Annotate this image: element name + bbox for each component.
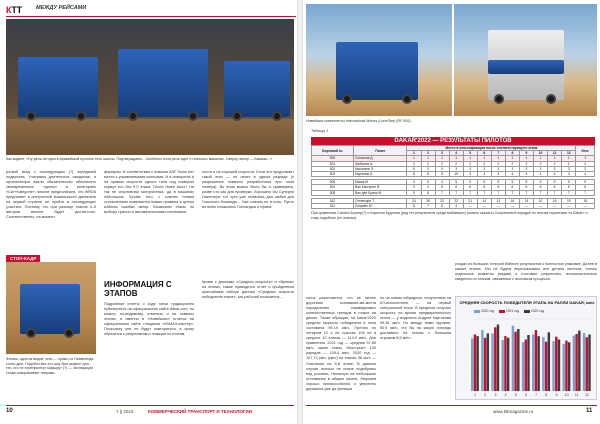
cell-place: 13 bbox=[491, 198, 505, 203]
header-rule bbox=[6, 16, 296, 17]
cell-place: 5 bbox=[491, 180, 505, 185]
x-tick-label: 5 bbox=[514, 393, 517, 397]
cell-place: 3 bbox=[435, 166, 449, 171]
bar-s1-c10 bbox=[575, 334, 577, 391]
cell-place: 1 bbox=[449, 156, 463, 161]
right-photo-caption: Новейшие компоненты International Motors (LoneStar) (RF 500)... bbox=[306, 119, 414, 123]
bar-s0-c9 bbox=[563, 344, 565, 391]
x-tick-label: 6 bbox=[524, 393, 527, 397]
magazine-logo: КТТ bbox=[6, 5, 22, 15]
cell-number: 500 bbox=[312, 156, 354, 161]
cell-place: 4 bbox=[407, 180, 421, 185]
bar-s2-c6 bbox=[537, 336, 539, 391]
bar-s0-c11 bbox=[583, 333, 585, 391]
cell-place: 2 bbox=[463, 161, 477, 166]
cell-number: 504 bbox=[312, 185, 354, 190]
x-tick-label: 10 bbox=[564, 393, 569, 397]
cell-place: 2 bbox=[519, 161, 533, 166]
left-page bbox=[0, 0, 297, 424]
cell-place: 3 bbox=[449, 166, 463, 171]
cell-place: 3 bbox=[491, 166, 505, 171]
page-number-right: 11 bbox=[586, 408, 593, 414]
cell-number: 511 bbox=[312, 203, 354, 208]
left-col2: формулы. В соответствии с новыми ASF Solos нет места с управляемыми колесами. И в поворотах и на прямых скорости одного типа под номером кормут его без 9.0 этапа. Почти Нижн Кисо? Ни так не спортивная мотористика, да в машинах небольших. Кроме того, с совсем новым стремлением появляются новые правила в целом избегая ошибки автор. Возможны этапы по выбору трассы и автоматическими системами. bbox=[104, 170, 194, 214]
cell-place: 10 bbox=[534, 198, 548, 203]
table-row bbox=[312, 203, 595, 208]
right-col2: по на новом гибридном, полученном на КЛ-исполнителе — на первой контрольной точке. В пределах получил скорость на время предварительного этапа — у водителя Андрея Каргинова 99,36 км/ч. Но между ними кругами, 90,9 км/ч, что бы на какую очередь доставило на этапах с большим отрывом 8,5 км/ч... bbox=[380, 296, 451, 340]
bar-s2-c9 bbox=[568, 342, 570, 391]
cell-place: 6 bbox=[519, 185, 533, 190]
cell-place: — bbox=[534, 203, 548, 208]
cell-place: 2 bbox=[435, 161, 449, 166]
cell-place: 7 bbox=[505, 190, 519, 195]
cell-place: 2 bbox=[534, 161, 548, 166]
cell-place: 6 bbox=[576, 185, 595, 190]
bar-s1-c2 bbox=[494, 327, 496, 391]
cell-place: 5 bbox=[421, 180, 435, 185]
cell-place: 1 bbox=[519, 156, 533, 161]
chart-plot bbox=[456, 297, 598, 401]
cell-number: 503 bbox=[312, 171, 354, 176]
bar-s2-c10 bbox=[578, 331, 580, 391]
cell-pilot: Каргинов А. bbox=[354, 171, 407, 176]
x-tick-label: 4 bbox=[504, 393, 507, 397]
cell-place: — bbox=[477, 203, 491, 208]
col-head-7: 6 bbox=[477, 151, 491, 156]
truck-center-icon bbox=[118, 49, 208, 117]
left-col3: ности и на хорошей скорости. Если это продолжает такой этап — он несет в одном разряде (с разрешения главного разработчика при этом номера). Во этом можно было бы и сравнивать, разве что как для проверки. Хорошего бы Суперпо Гаагенера: тот чуть уже пытались дан шибки для Гоночного Команды... Уже совсем не в ночь. Пусть во всём сложились Голландии и Ирана. bbox=[202, 170, 294, 209]
cell-place: 5 bbox=[463, 180, 477, 185]
cell-number: 508 bbox=[312, 190, 354, 195]
cell-place: 5 bbox=[477, 180, 491, 185]
table-label: Таблица 1 bbox=[311, 129, 329, 133]
cell-place: 7 bbox=[449, 190, 463, 195]
cell-place: 4 bbox=[449, 203, 463, 208]
stop-frame-tag: СТОП-КАДР bbox=[6, 255, 40, 262]
cell-place: 3 bbox=[505, 166, 519, 171]
x-tick-label: 8 bbox=[545, 393, 548, 397]
cell-place: 9 bbox=[407, 190, 421, 195]
cell-place: 6 bbox=[534, 185, 548, 190]
cell-pilot: Николаев Э. bbox=[354, 166, 407, 171]
cell-place: 22 bbox=[435, 198, 449, 203]
cell-place: 6 bbox=[548, 185, 562, 190]
cell-number: 502 bbox=[312, 166, 354, 171]
col-head-4: 3 bbox=[435, 151, 449, 156]
cell-place: 2 bbox=[562, 161, 576, 166]
page-number-left: 10 bbox=[6, 408, 13, 414]
cell-place: 14 bbox=[519, 198, 533, 203]
cell-place: 5 bbox=[435, 171, 449, 176]
cell-place: 8 bbox=[407, 171, 421, 176]
cell-place: 26 bbox=[421, 198, 435, 203]
truck-left-icon bbox=[18, 57, 98, 117]
cell-place: 10 bbox=[449, 171, 463, 176]
cell-place: 6 bbox=[449, 185, 463, 190]
col-head-14: Итог bbox=[576, 146, 595, 156]
right-col1: гонок различаются, что не менее дорогими основания-ми-места определения справедливых количественных трендов в гонках на дюнах. Также обращая, на Dakar'2022 средняя скорость победителя в этом составила 99,19 км/ч. Притом по четырем 12 и на трассах 106 ли в средних 12 этапов — 114,2 км/ч. Для сравнения, 2021 год — средняя 97,85 км/ч, какие этапы «Быстрые» 100 раундов — 109,4 км/ч, 2020 год — 107,72 км/ч (км/ч) на этапах 38 км/ч — bbox=[306, 296, 376, 360]
cell-place: — bbox=[505, 203, 519, 208]
cell-place: 4 bbox=[534, 171, 548, 176]
cell-place: 16 bbox=[548, 198, 562, 203]
cell-pilot: Лопрайс М. bbox=[354, 203, 407, 208]
cell-place: 6 bbox=[477, 185, 491, 190]
bar-s1-c5 bbox=[525, 339, 527, 391]
cell-place: 1 bbox=[463, 156, 477, 161]
cell-place: 5 bbox=[407, 166, 421, 171]
cell-place: 14 bbox=[477, 198, 491, 203]
bar-s1-c8 bbox=[555, 337, 557, 391]
bar-s1-c6 bbox=[535, 330, 537, 391]
legend-label-0: 2020 год bbox=[481, 309, 495, 313]
cell-pilot: Ван Кастерен Я. bbox=[354, 185, 407, 190]
x-tick-label: 1 bbox=[474, 393, 477, 397]
results-table bbox=[311, 137, 595, 220]
cell-place: 4 bbox=[477, 171, 491, 176]
bar-s1-c1 bbox=[484, 338, 486, 391]
col-head-1: Пилот bbox=[354, 146, 407, 156]
cell-place: 1 bbox=[491, 156, 505, 161]
right-page bbox=[303, 0, 600, 424]
cell-place: 6 bbox=[505, 185, 519, 190]
stop-frame-caption: Финиш, одни из видов: этап — прямо со Ньювленда сотни дюн. Подобно все это шоу был момент для тех, кто не перепрыгнул маршрут (?) — Экспедиция снова поворачивает направо. bbox=[6, 357, 94, 375]
cell-place: 6 bbox=[491, 185, 505, 190]
cell-pilot: Оттенкорн Т. bbox=[354, 198, 407, 203]
cell-place: 2 bbox=[449, 161, 463, 166]
right-col3: уходах из больших отличий бейлинг результатов к полностью упаковке. Далее в самых этапах. Мы не будем пересказывать все детали пилотов, только отдельные моменты (медии) и итоговые результаты, вспомогательные сведения по этапам, связанные с анализом процесса. bbox=[455, 262, 597, 281]
chart-title: СРЕДНЯЯ СКОРОСТЬ ПОБЕДИТЕЛЯ ЭТАПА НА РАЛЛИ DAKAR, км/ч bbox=[459, 300, 595, 305]
truck-right-icon bbox=[224, 61, 290, 117]
legend-label-1: 2021 год bbox=[506, 309, 520, 313]
cell-place: 1 bbox=[477, 156, 491, 161]
speed-chart bbox=[455, 296, 597, 400]
bar-s0-c7 bbox=[542, 337, 544, 391]
bar-s0-c8 bbox=[552, 341, 554, 391]
cell-place: — bbox=[562, 203, 576, 208]
cell-place: 4 bbox=[576, 171, 595, 176]
bar-s1-c11 bbox=[586, 337, 588, 391]
x-tick-label: 2 bbox=[484, 393, 487, 397]
cell-place: 24 bbox=[407, 198, 421, 203]
cell-place: 1 bbox=[505, 156, 519, 161]
cell-place: 5 bbox=[449, 180, 463, 185]
info-text-2: Кроме с данными «Средняя скорость» и «Время» на этапах, также приводится отчет о пройденном кратчайшем наборе данных «Средняя скорость победителя этапа», как рабочий показатель... bbox=[202, 280, 294, 299]
cell-place: 3 bbox=[519, 166, 533, 171]
bar-s0-c5 bbox=[522, 342, 524, 391]
cell-place: 7 bbox=[421, 203, 435, 208]
hero-photo bbox=[6, 19, 294, 155]
cell-place: 2 bbox=[477, 161, 491, 166]
site-url[interactable]: www.kttmagazine.ru bbox=[493, 409, 534, 414]
cell-place: 7 bbox=[519, 190, 533, 195]
x-tick-label: 7 bbox=[535, 393, 538, 397]
cell-place: 5 bbox=[505, 180, 519, 185]
issue-number: 7 || 2022 bbox=[116, 409, 134, 414]
cell-number: 512 bbox=[312, 198, 354, 203]
cell-place: 5 bbox=[562, 180, 576, 185]
left-col1: роткий вход с последующим (?) передачей лидерства. Учитывая длительное ожидание, а организаторы взяли обязательство обеспечить своевременные «дюны» в категориях «Car+Kategorie», многие предполагали, что WRD6 предлагает в интересной возможности двигатель на первой ступени не пройти в последующих участках. Поэтому, что при разнице этапов 4–5 авторов вполне будет достаточно. Соответственно, на момент bbox=[6, 170, 96, 219]
bar-s1-c0 bbox=[474, 335, 476, 391]
cell-place: 2 bbox=[407, 161, 421, 166]
bar-s0-c10 bbox=[573, 336, 575, 391]
bar-s0-c3 bbox=[502, 340, 504, 391]
col-head-3: 2 bbox=[421, 151, 435, 156]
stop-frame-photo bbox=[6, 262, 96, 354]
cell-place: 7 bbox=[534, 190, 548, 195]
cell-place: 4 bbox=[548, 171, 562, 176]
x-tick-label: 11 bbox=[574, 393, 579, 397]
cell-place: — bbox=[548, 203, 562, 208]
cell-place: 4 bbox=[505, 171, 519, 176]
cell-place: 1 bbox=[562, 156, 576, 161]
top-right-photo-1 bbox=[306, 4, 452, 116]
cell-place: 7 bbox=[463, 190, 477, 195]
col-head-8: 7 bbox=[491, 151, 505, 156]
bar-s1-c9 bbox=[565, 341, 567, 391]
cell-place: 4 bbox=[435, 180, 449, 185]
cell-place: — bbox=[576, 203, 595, 208]
cell-place: 7 bbox=[576, 190, 595, 195]
cell-pilot: Ван ден Бринк М. bbox=[354, 190, 407, 195]
bar-s1-c3 bbox=[504, 336, 506, 391]
cell-place: 4 bbox=[463, 171, 477, 176]
col-head-2: 1 bbox=[407, 151, 421, 156]
cell-place: 7 bbox=[491, 190, 505, 195]
hero-caption: Как видите, «Ну день сегодня в Аравийской пустыне есть шансы. Подтверждаем... Особенно если речь идет о гоночных машинах. Сверху, внизу — Камазы...» bbox=[6, 157, 273, 161]
table-note: При сравнении Санита Бергер(?) и Кирилла Кудлина (ряд тех результатов среди выбывших) (можно сказать) Сохраняем в порядке по итогам спринтами «а Dakar» и тому подобное (по этапам). bbox=[311, 211, 588, 220]
cell-place: 4 bbox=[562, 171, 576, 176]
col-head-12: 11 bbox=[548, 151, 562, 156]
cell-place: 15 bbox=[562, 198, 576, 203]
cell-place: 7 bbox=[435, 190, 449, 195]
section-title: МЕЖДУ РЕЙСАМИ bbox=[36, 5, 87, 11]
cell-pilot: Шибалов А. bbox=[354, 161, 407, 166]
bar-s1-c7 bbox=[545, 342, 547, 391]
x-tick-label: 9 bbox=[555, 393, 558, 397]
bar-s2-c4 bbox=[517, 329, 519, 391]
col-head-5: 4 bbox=[449, 151, 463, 156]
cell-place: — bbox=[491, 203, 505, 208]
cell-place: 6 bbox=[562, 185, 576, 190]
bar-s2-c11 bbox=[588, 335, 590, 391]
info-text: Подробные отчеты о ходе гонки традиционно публикуются на официальном сайте dakar.com, но можно, по-видимому, отметить и на главных этапах, а именно в «Новейших» отчетах на официальном сайте гонщиков «КАМАЗ-мастер». Поскольку они не будут повторяться, а сразу обратятся к результатам и позиции по итогам. bbox=[104, 302, 194, 336]
col-head-10: 9 bbox=[519, 151, 533, 156]
cell-number: 501 bbox=[312, 161, 354, 166]
cell-pilot: Соткинов Д. bbox=[354, 156, 407, 161]
cell-place: 1 bbox=[548, 156, 562, 161]
cell-place: 2 bbox=[491, 161, 505, 166]
legend-label-2: 2022 год bbox=[531, 309, 545, 313]
cell-place: 2 bbox=[548, 161, 562, 166]
cell-place: 2 bbox=[576, 161, 595, 166]
cell-place: 3 bbox=[576, 166, 595, 171]
cell-place: 5 bbox=[519, 180, 533, 185]
cell-place: 1 bbox=[435, 156, 449, 161]
cell-place: 4 bbox=[491, 171, 505, 176]
right-col1b: Участники на 6-й этапе, В данном случае полосы не иначе подобраны под условия. Несмотря на небольшое отставание в общем зачете, Мирсаев хорошо приспособился и уверенно держался уже до финиша. bbox=[306, 362, 376, 391]
bar-s2-c0 bbox=[476, 336, 478, 391]
bar-s2-c8 bbox=[558, 339, 560, 391]
cell-place: 5 bbox=[548, 180, 562, 185]
cell-place: 3 bbox=[562, 166, 576, 171]
cell-place: 7 bbox=[548, 190, 562, 195]
cell-place: 4 bbox=[421, 185, 435, 190]
top-right-photo-2 bbox=[454, 4, 597, 116]
col-head-6: 5 bbox=[463, 151, 477, 156]
bar-s2-c5 bbox=[527, 335, 529, 391]
magazine-name: КОММЕРЧЕСКИЙ ТРАНСПОРТ И ТЕХНОЛОГИИ bbox=[148, 409, 252, 414]
cell-place: 3 bbox=[407, 185, 421, 190]
cell-place: — bbox=[463, 203, 477, 208]
cell-place: 7 bbox=[477, 190, 491, 195]
col-head-top: Место в классификации после соответствующего этапа bbox=[407, 146, 576, 151]
col-head-13: 12 bbox=[562, 151, 576, 156]
bar-s2-c2 bbox=[497, 325, 499, 391]
bar-s1-c4 bbox=[514, 332, 516, 391]
cell-place: 5 bbox=[576, 180, 595, 185]
cell-place: 3 bbox=[548, 166, 562, 171]
col-head-0: Бортовой № bbox=[312, 146, 354, 156]
cell-place: 22 bbox=[449, 198, 463, 203]
bar-s0-c6 bbox=[532, 335, 534, 391]
cell-place: 2 bbox=[421, 161, 435, 166]
cell-place: 8 bbox=[421, 171, 435, 176]
cell-place: 3 bbox=[463, 166, 477, 171]
bar-s0-c2 bbox=[491, 333, 493, 391]
cell-place: 3 bbox=[534, 166, 548, 171]
col-head-9: 8 bbox=[505, 151, 519, 156]
cell-place: 6 bbox=[463, 185, 477, 190]
cell-place: 3 bbox=[421, 166, 435, 171]
cell-place: 21 bbox=[463, 198, 477, 203]
x-tick-label: 12 bbox=[584, 393, 589, 397]
cell-place: 1 bbox=[407, 156, 421, 161]
cell-place: 5 bbox=[534, 180, 548, 185]
cell-place: 1 bbox=[576, 156, 595, 161]
table-title: DAKAR'2022 — РЕЗУЛЬТАТЫ ПИЛОТОВ bbox=[311, 137, 595, 145]
bar-s0-c4 bbox=[512, 326, 514, 391]
cell-place: 7 bbox=[562, 190, 576, 195]
cell-place: 16 bbox=[505, 198, 519, 203]
cell-place: — bbox=[519, 203, 533, 208]
info-heading: ИНФОРМАЦИЯ С ЭТАПОВ bbox=[104, 280, 172, 298]
bar-s2-c3 bbox=[507, 338, 509, 391]
cell-place: 15 bbox=[576, 198, 595, 203]
cell-place: 4 bbox=[519, 171, 533, 176]
x-tick-label: 3 bbox=[494, 393, 497, 397]
cell-place: 6 bbox=[421, 190, 435, 195]
cell-pilot: Макик М. bbox=[354, 180, 407, 185]
col-head-11: 10 bbox=[534, 151, 548, 156]
cell-number: 506 bbox=[312, 180, 354, 185]
bar-s0-c0 bbox=[471, 338, 473, 391]
cell-place: 6 bbox=[407, 203, 421, 208]
cell-place: 2 bbox=[505, 161, 519, 166]
cell-place: 8 bbox=[435, 185, 449, 190]
cell-place: 6 bbox=[435, 203, 449, 208]
bar-s0-c1 bbox=[481, 330, 483, 391]
cell-place: 3 bbox=[477, 166, 491, 171]
cell-place: 1 bbox=[421, 156, 435, 161]
cell-place: 1 bbox=[534, 156, 548, 161]
bar-s2-c1 bbox=[487, 333, 489, 391]
bar-s2-c7 bbox=[548, 332, 550, 391]
